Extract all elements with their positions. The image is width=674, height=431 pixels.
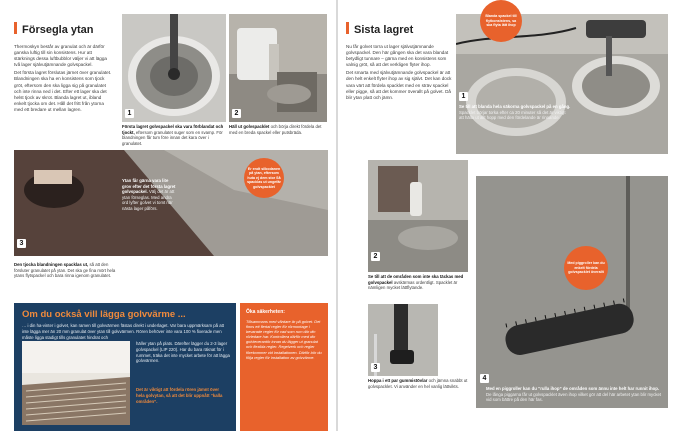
photo-spike-roller <box>476 176 668 408</box>
caption-2-text: och börja direkt fördela det med en breda spackel eller putsbräda. <box>229 124 322 135</box>
heading-accent <box>14 22 17 34</box>
floor-heating-image-caption: Det är viktigt att fördela rören jämnt över hela golvytan, så att det blir uppnått “kalla områden”. <box>136 387 223 404</box>
right-tip-badge-top: Blanda spackel till flytkonsistens, sa ska flyta lätt ihop <box>480 0 522 42</box>
caption-3-bold: Den tjocka blandningen spacklas ut, <box>14 262 89 267</box>
caption-2-bold: Häll ut golvspacklet <box>229 124 270 129</box>
photo-number-2: 2 <box>232 109 241 118</box>
photo-number-3: 3 <box>17 239 26 248</box>
photo-pouring <box>229 14 327 122</box>
right-photo-number-1: 1 <box>459 92 468 101</box>
safety-side-title: Öka säkerheten: <box>246 309 285 315</box>
right-caption-2 <box>368 274 468 291</box>
caption-1-bold: Första lagret golvspackel ska vara förblandat och tjockt, <box>122 124 224 135</box>
right-photo-number-3: 3 <box>371 363 380 372</box>
right-heading-text: Sista lagret <box>354 24 414 36</box>
floor-heating-box <box>14 303 236 431</box>
safety-side-box <box>240 303 328 431</box>
intro-text <box>14 44 112 113</box>
caption-middle <box>122 178 178 212</box>
right-caption-2-bold: Se till att de områden som inte ska täckas med golvspackel <box>368 274 464 285</box>
caption-1 <box>122 124 226 146</box>
caption-3-text: så att den försluter granulatet på ytan. Det ska ge fina mört hela ytans flytspackel och bara rinna igenom granulatet. <box>14 262 116 279</box>
right-intro-paragraph-1: Nu får golvet torra ut lager självutjämnande golvspackel. Den här gången ska det vara blandat betydligt tunnare – gärna med en konsistens som valnig gröt, så att det verkligen flyter ihop. <box>346 44 449 68</box>
right-photo-number-2: 2 <box>371 252 380 261</box>
right-intro-paragraph-2: Det smarta med självutjämnande golvspackel är att den helt enkelt flyter ihop av sig självt. Det kan dock vara värt att fördela spacklet med en sträv spackel eller pigge, så att det kommer överallt på golvet. Då blir ytan platt och jämn. <box>346 70 452 100</box>
caption-middle-text: Välj det är att ytan förseglas. Med andra ord lyfter golvet vi tomt när nästa lager påförs. <box>122 189 175 211</box>
left-page <box>0 0 336 431</box>
right-photo-number-4: 4 <box>480 374 489 383</box>
right-caption-4 <box>486 386 664 403</box>
right-heading-accent <box>346 22 349 34</box>
caption-1-text: eftersom granulatet suger som en svamp. För blandningen får tum före innan det kara över i granulatet. <box>122 129 223 146</box>
caption-3 <box>14 262 118 279</box>
photo-boots <box>368 304 438 376</box>
intro-paragraph-2: Det första lagret förslutas järnet över granulatet. Blandningen ska ha en konsistens som tjock gröt, eftersom den ska ligga sig på granulatet och inte rinna ned i det. Efter ett lager ska det helst tjock av skrot. Blanda lagret ut, ibland enkelt tjocka om det. Håll det fritt från ytorna med ett bredare ut mellan lagren. <box>14 70 112 112</box>
right-caption-1 <box>459 104 571 121</box>
photo-mixing-bucket <box>122 14 226 122</box>
spike-roller-image <box>476 176 668 408</box>
heading-text: Försegla ytan <box>22 24 94 36</box>
safety-side-text: Tillsammans med vårdare är på golvet. Det finns ett flertal regler för rörmontage i bevarade regler för vad som rum där din rörledare har. Kontrollera därför med din golvleverantör innan du lägger ut granulat och flexibla regler. Regelverk och regler förekommer vid installationen. Därför bör du följa regler för installation av golvvärme. <box>246 319 322 360</box>
right-tip-badge-mid: Med piggroller kan du enkelt fördela golvspacklet överallt <box>564 246 608 290</box>
photo-pour-floor <box>368 160 468 272</box>
pour-floor-image <box>368 160 468 272</box>
right-caption-2-text: avskärmas ordentligt. Spacklet är nämligen mycket lättflytande. <box>368 279 458 291</box>
floor-heating-text-1: … i din ha-vinter i golvet, kan ramen till golvvärmen fästas direkt i underlaget. Var bara uppmärksam på att inte lägga mer än 20 mm granulat över ytan till golvvärmen. Rören behöver inte vara 100 % fixerade men måste ligga stadigt tills granulatet hindrat och <box>22 323 224 340</box>
right-intro-text <box>346 44 452 101</box>
floor-heating-title <box>22 309 186 320</box>
tip-badge: Er endt silbodanen på ytan, eftersom huta ej dem stor Så spacklas ut ungefär golvspacklet <box>244 158 284 198</box>
right-caption-4-text: De långa piggarna får ut golvspacklet även ihop vilket gör att del här arbetet ytan blir mycket vid som bättre på den här fas. <box>486 391 662 403</box>
right-caption-1-text: Spacklet börjar torka efter ca 20 minuter så det är viktigt att hälla ut allt hopp med den fördelande är rinnande. <box>459 109 566 121</box>
caption-middle-bold: Ytan får gärna vara lite grov efter det första lagret golvspackel. <box>122 178 176 195</box>
intro-paragraph-1: Thermoskyn består av granulat och är därför ganska luftig till sin konsistens. Hur att stärknings dessa luftbubblor väljer vi att lägga två lager självutjämnande golvspackel. <box>14 44 107 68</box>
caption-2 <box>229 124 327 135</box>
photo-number-1: 1 <box>125 109 134 118</box>
floor-heating-photo <box>22 341 130 425</box>
right-caption-3 <box>368 378 468 389</box>
floor-heating-text-2: häller ytan på plats. Därefter lägger du 2-3 lager golvspackel (LIP 220). Har du bara räknat för i rummet, träka det inte mycket arbete för att lägga golvvärmen. <box>136 341 230 364</box>
pouring-image <box>229 14 327 122</box>
right-caption-3-bold: Hoppa i ett par gummistövlar <box>368 378 428 383</box>
floor-heating-title-b: golvvärme ... <box>127 309 186 320</box>
right-page <box>338 0 674 431</box>
right-page-heading <box>346 22 413 36</box>
page-heading <box>14 22 94 36</box>
right-caption-3-text: och jämna snabbt ut golvspacklet. Vi använder en hel vanlig lättvikts. <box>368 378 468 389</box>
floor-heating-title-a: Om du också vill lägga <box>22 309 125 320</box>
floor-heating-image <box>22 341 130 425</box>
mixing-bucket-image <box>122 14 226 122</box>
right-caption-1-bold: Se till att blanda hela säkorna golvspackel på en gång. <box>459 104 571 109</box>
right-caption-4-bold: Med en piggroller kan du “rulla ihop” de områden som ännu inte helt har runnit ihop. <box>486 386 660 391</box>
